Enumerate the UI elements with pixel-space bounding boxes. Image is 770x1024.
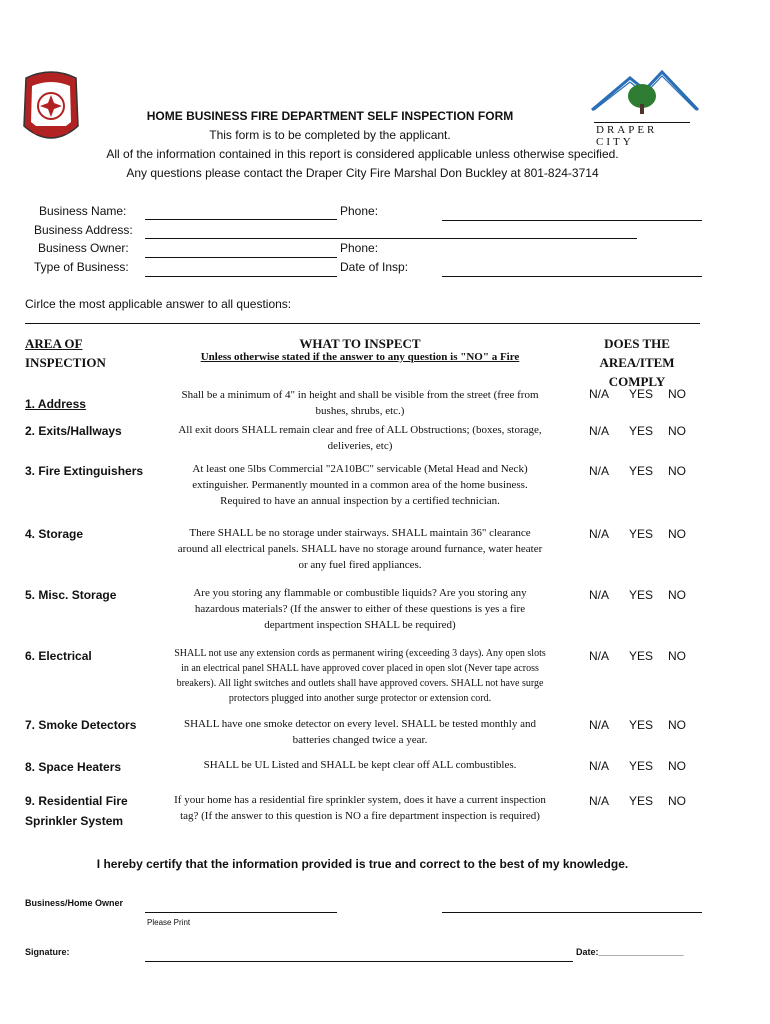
type-of-business-label: Type of Business: <box>34 260 129 274</box>
desc-line: Required to have an annual inspection by a certified technician. <box>220 495 500 507</box>
question-desc-space-heaters <box>140 757 580 773</box>
desc-line: There SHALL be no storage under stairways. SHALL maintain 36" clearance <box>189 527 531 539</box>
signature-label: Signature: <box>25 947 70 957</box>
label-line: Sprinkler System <box>25 814 124 828</box>
answer-yes-storage[interactable]: YES <box>629 527 654 541</box>
desc-line: SHALL have one smoke detector on every level. SHALL be tested monthly and <box>183 718 536 730</box>
question-label-electrical: 6. Electrical <box>25 649 92 663</box>
instructions: Cirlce the most applicable answer to all questions: <box>25 297 292 311</box>
answer-no-storage[interactable]: NO <box>668 527 686 541</box>
desc-line: deliveries, etc) <box>327 440 393 452</box>
business-address-label: Business Address: <box>34 223 133 237</box>
intro-line-3: Any questions please contact the Draper City Fire Marshal Don Buckley at 801-824-3714 <box>126 166 599 180</box>
answer-yes-exits[interactable]: YES <box>629 424 654 438</box>
question-label-address: 1. Address <box>25 397 86 411</box>
business-address-field[interactable] <box>145 238 637 239</box>
answer-yes-misc-storage[interactable]: YES <box>629 588 654 602</box>
desc-line: department inspection SHALL be required) <box>264 619 456 631</box>
owner-label: Business/Home Owner <box>25 898 124 908</box>
answer-na-fire-extinguishers[interactable]: N/A <box>589 464 610 478</box>
answer-na-smoke-detectors[interactable]: N/A <box>589 718 610 732</box>
answer-na-space-heaters[interactable]: N/A <box>589 759 610 773</box>
area-header-line-1: AREA OF <box>25 336 83 351</box>
answer-na-fire-sprinkler[interactable]: N/A <box>589 794 610 808</box>
date-label[interactable]: Date:_________________ <box>576 947 684 957</box>
desc-line: batteries changed twice a year. <box>292 734 428 746</box>
answer-no-electrical[interactable]: NO <box>668 649 686 663</box>
area-header-line-2: INSPECTION <box>25 355 106 370</box>
business-owner-field[interactable] <box>145 257 337 258</box>
draper-city-logo-text: DRAPER CITY <box>596 124 658 148</box>
form-title: HOME BUSINESS FIRE DEPARTMENT SELF INSPECTION FORM <box>146 109 514 123</box>
answer-no-fire-extinguishers[interactable]: NO <box>668 464 686 478</box>
desc-line: If your home has a residential fire sprinkler system, does it have a current inspection <box>174 794 546 806</box>
business-name-field[interactable] <box>145 219 337 220</box>
desc-line: around all electrical panels. SHALL have no storage around furnance, water heater <box>177 543 543 555</box>
answer-na-misc-storage[interactable]: N/A <box>589 588 610 602</box>
please-print-note: Please Print <box>147 918 191 927</box>
comply-header <box>577 334 697 391</box>
answer-no-space-heaters[interactable]: NO <box>668 759 686 773</box>
question-label-misc-storage: 5. Misc. Storage <box>25 588 117 602</box>
desc-line: tag? (If the answer to this question is NO a fire department inspection is required) <box>180 810 540 822</box>
phone-field-1[interactable] <box>442 220 702 221</box>
label-line: 9. Residential Fire <box>25 794 128 808</box>
business-name-label: Business Name: <box>39 204 127 218</box>
business-owner-label: Business Owner: <box>38 241 129 255</box>
phone-label-2: Phone: <box>340 241 379 255</box>
question-desc-smoke-detectors <box>140 716 580 748</box>
answer-no-fire-sprinkler[interactable]: NO <box>668 794 686 808</box>
question-label-fire-extinguishers: 3. Fire Extinguishers <box>25 464 144 478</box>
type-of-business-field[interactable] <box>145 276 337 277</box>
area-header <box>25 334 106 372</box>
what-to-inspect-header: WHAT TO INSPECT <box>299 336 421 351</box>
intro-line-2: All of the information contained in this report is considered applicable unless otherwise specified. <box>106 147 619 161</box>
phone-label-1: Phone: <box>340 204 379 218</box>
owner-name-field[interactable] <box>145 912 337 913</box>
answer-no-address[interactable]: NO <box>668 387 686 401</box>
desc-line: Shall be a minimum of 4" in height and shall be visible from the street (free from <box>181 389 539 401</box>
desc-line: breakers). All light switches and outlets shall have approved covers. SHALL not have surge <box>176 678 544 689</box>
answer-na-electrical[interactable]: N/A <box>589 649 610 663</box>
question-desc-storage <box>140 525 580 573</box>
signature-field[interactable] <box>145 961 573 962</box>
question-label-storage: 4. Storage <box>25 527 84 541</box>
desc-line: in an electrical panel SHALL have approved cover placed in open slot (Never tape across <box>181 663 539 674</box>
question-desc-fire-sprinkler <box>140 792 580 824</box>
certification-statement: I hereby certify that the information provided is true and correct to the best of my knowledge. <box>96 857 629 871</box>
answer-na-exits[interactable]: N/A <box>589 424 610 438</box>
answer-yes-fire-sprinkler[interactable]: YES <box>629 794 654 808</box>
comply-header-line-3: COMPLY <box>608 374 666 389</box>
date-of-inspection-label: Date of Insp: <box>340 260 409 274</box>
owner-secondary-field[interactable] <box>442 912 702 913</box>
comply-header-line-2: AREA/ITEM <box>599 355 675 370</box>
desc-line: bushes, shrubs, etc.) <box>315 405 405 417</box>
date-of-inspection-field[interactable] <box>442 276 702 277</box>
desc-line: SHALL not use any extension cords as permanent wiring (exceeding 3 days). Any open slots <box>174 648 546 659</box>
question-desc-fire-extinguishers <box>140 461 580 509</box>
answer-yes-address[interactable]: YES <box>629 387 654 401</box>
question-label-space-heaters: 8. Space Heaters <box>25 760 122 774</box>
question-label-exits: 2. Exits/Hallways <box>25 424 122 438</box>
answer-yes-smoke-detectors[interactable]: YES <box>629 718 654 732</box>
desc-line: protectors plugged into another surge protector or extension cord. <box>228 693 492 704</box>
question-desc-exits <box>140 422 580 454</box>
instructions-divider <box>25 323 700 324</box>
comply-header-line-1: DOES THE <box>604 336 670 351</box>
answer-na-storage[interactable]: N/A <box>589 527 610 541</box>
answer-na-address[interactable]: N/A <box>589 387 610 401</box>
desc-line: or any fuel fired appliances. <box>298 559 422 571</box>
answer-yes-fire-extinguishers[interactable]: YES <box>629 464 654 478</box>
answer-no-smoke-detectors[interactable]: NO <box>668 718 686 732</box>
desc-line: SHALL be UL Listed and SHALL be kept clear off ALL combustibles. <box>203 759 517 771</box>
question-label-fire-sprinkler <box>25 792 128 830</box>
answer-yes-electrical[interactable]: YES <box>629 649 654 663</box>
question-desc-electrical <box>140 646 580 706</box>
desc-line: extinguisher. Permanently mounted in a common area of the home business. <box>192 479 528 491</box>
intro-line-1: This form is to be completed by the applicant. <box>209 128 451 142</box>
desc-line: All exit doors SHALL remain clear and free of ALL Obstructions; (boxes, storage, <box>178 424 542 436</box>
desc-line: At least one 5lbs Commercial "2A10BC" servicable (Metal Head and Neck) <box>192 463 528 475</box>
question-desc-misc-storage <box>140 585 580 633</box>
desc-line: Are you storing any flammable or combustible liquids? Are you storing any <box>193 587 527 599</box>
question-desc-address <box>140 387 580 419</box>
desc-line: hazardous materials? (If the answer to either of these questions is yes a fire <box>194 603 526 615</box>
answer-yes-space-heaters[interactable]: YES <box>629 759 654 773</box>
what-to-inspect-subheader: Unless otherwise stated if the answer to any question is "NO" a Fire <box>200 351 520 363</box>
answer-no-misc-storage[interactable]: NO <box>668 588 686 602</box>
question-label-smoke-detectors: 7. Smoke Detectors <box>25 718 137 732</box>
answer-no-exits[interactable]: NO <box>668 424 686 438</box>
